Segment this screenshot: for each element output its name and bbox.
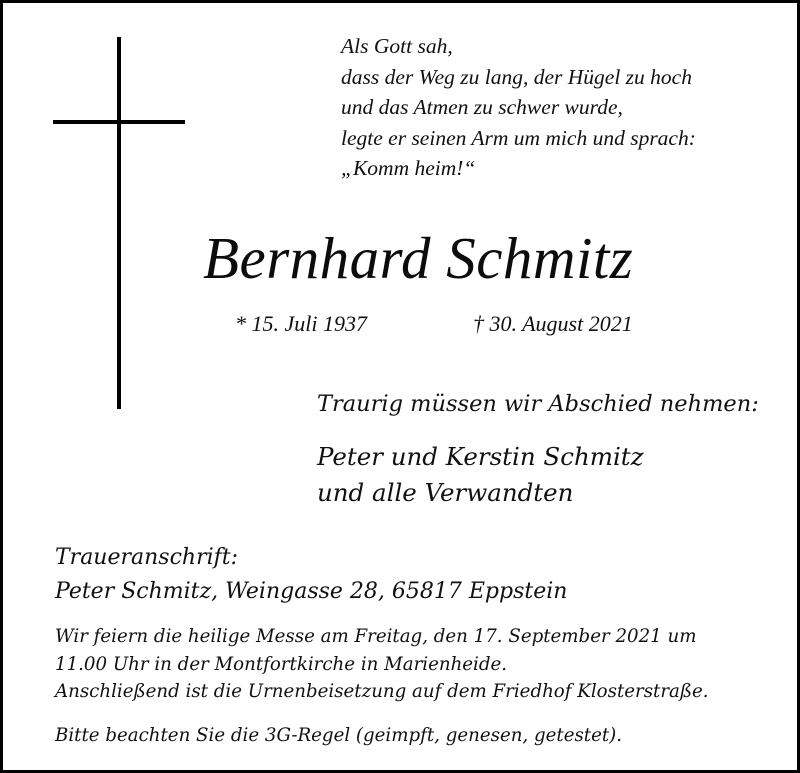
mourner-line: und alle Verwandten [317,478,574,507]
birth-date: * 15. Juli 1937 [235,311,367,336]
service-line: Wir feiern die heilige Messe am Freitag, den 17. September 2021 um [55,626,697,647]
poem-line: dass der Weg zu lang, der Hügel zu hoch [341,64,692,89]
farewell-line: Traurig müssen wir Abschied nehmen: [317,391,759,417]
mourners-list [317,439,644,511]
service-line: 11.00 Uhr in der Montfortkirche in Marienheide. [55,653,508,675]
address-value: Peter Schmitz, Weingasse 28, 65817 Eppstein [55,579,568,604]
poem-verse [341,31,696,184]
condolence-address [55,541,567,609]
deceased-name: Bernhard Schmitz [203,225,634,291]
poem-line: und das Atmen zu schwer wurde, [341,95,623,119]
death-date: † 30. August 2021 [473,311,633,336]
health-notice: Bitte beachten Sie die 3G-Regel (geimpft, genesen, getestet). [55,725,623,746]
service-details [55,623,709,706]
cross-horizontal-bar [53,120,185,124]
service-line: Anschließend ist die Urnenbeisetzung auf dem Friedhof Klosterstraße. [55,681,709,702]
poem-line: Als Gott sah, [341,34,453,58]
poem-line: legte er seinen Arm um mich und sprach: [341,125,696,150]
address-label: Traueranschrift: [55,545,239,570]
cross-vertical-bar [117,37,121,409]
poem-line: „Komm heim!“ [341,156,476,180]
mourner-line: Peter und Kerstin Schmitz [317,442,644,471]
